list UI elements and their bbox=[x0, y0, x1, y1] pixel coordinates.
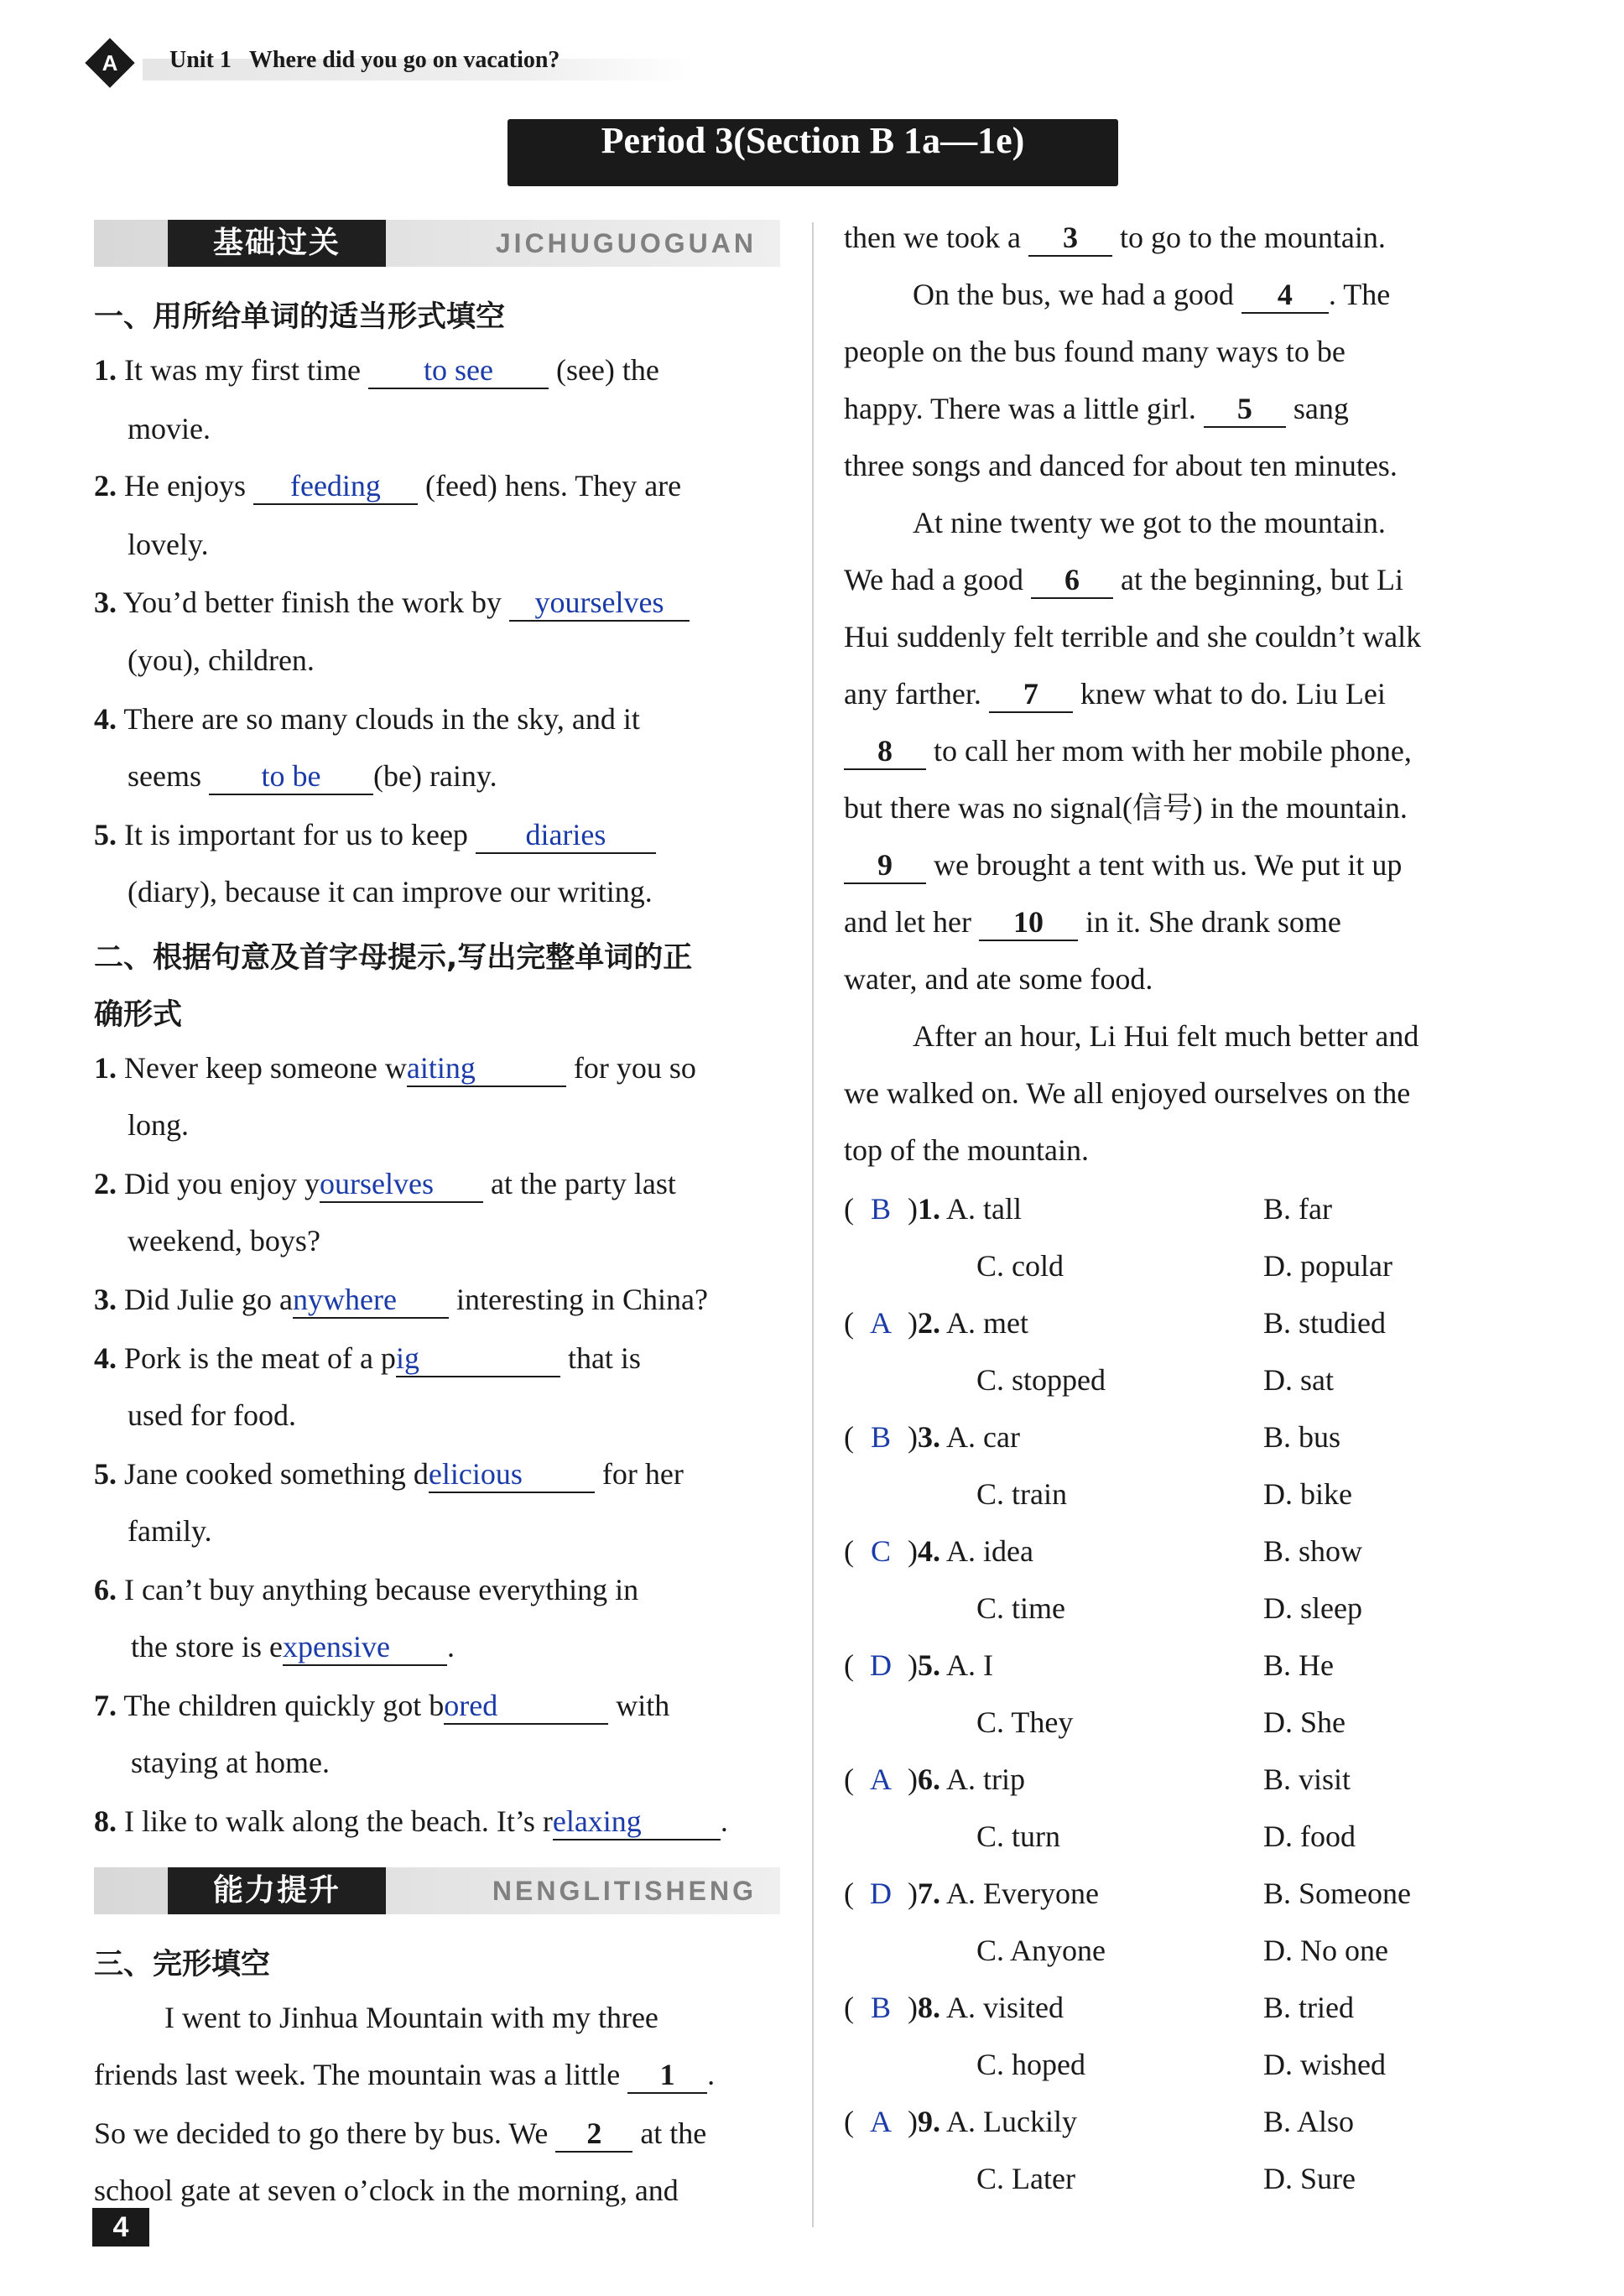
passage-line-2: friends last week. The mountain was a little 1 . bbox=[94, 2057, 715, 2094]
answer: ourselves bbox=[319, 1167, 434, 1200]
answer: elicious bbox=[428, 1457, 523, 1491]
question-number: 4. bbox=[918, 1534, 940, 1568]
option-d: D. sleep bbox=[1263, 1591, 1362, 1625]
question-row: ( A )9. A. Luckily bbox=[844, 2105, 1077, 2138]
p1-item-1: 1. It was my first time to see (see) the bbox=[94, 352, 659, 389]
option-c: C. They bbox=[976, 1705, 1074, 1739]
option-d: D. No one bbox=[1263, 1934, 1388, 1967]
option-c: C. Later bbox=[976, 2162, 1075, 2195]
option-a: A. Luckily bbox=[946, 2105, 1077, 2138]
period-title: Period 3(Section B 1a—1e) bbox=[508, 119, 1118, 186]
question-number: 3. bbox=[918, 1420, 940, 1454]
passage-line-14: 8 to call her mom with her mobile phone, bbox=[844, 733, 1412, 770]
answer: to be bbox=[261, 759, 321, 793]
passage-line-4: school gate at seven o’clock in the morning, and bbox=[94, 2174, 679, 2207]
p1-item-5: 5. It is important for us to keep diaries bbox=[94, 817, 656, 854]
question-number: 7. bbox=[918, 1877, 940, 1910]
question-answer: C bbox=[870, 1534, 891, 1568]
answer: xpensive bbox=[282, 1630, 390, 1663]
option-c: C. stopped bbox=[976, 1363, 1106, 1397]
option-d: D. wished bbox=[1263, 2048, 1386, 2081]
passage-line-9: three songs and danced for about ten minutes. bbox=[844, 449, 1398, 482]
option-c: C. hoped bbox=[976, 2048, 1085, 2081]
option-d: D. She bbox=[1263, 1705, 1346, 1739]
question-answer: D bbox=[870, 1877, 892, 1910]
option-c: C. turn bbox=[976, 1820, 1061, 1853]
p1-item-5-cont: (diary), because it can improve our writing. bbox=[128, 875, 653, 909]
passage-line-20: we walked on. We all enjoyed ourselves on the bbox=[844, 1076, 1411, 1110]
p1-item-3-cont: (you), children. bbox=[128, 643, 315, 677]
p2-item-1: 1. Never keep someone waiting for you so bbox=[94, 1050, 696, 1087]
p2-item-2: 2. Did you enjoy yourselves at the party last bbox=[94, 1166, 676, 1203]
option-a: A. visited bbox=[946, 1991, 1064, 2024]
passage-line-18: water, and ate some food. bbox=[844, 962, 1153, 996]
p2-item-4-cont: used for food. bbox=[128, 1398, 296, 1432]
question-row: ( A )2. A. met bbox=[844, 1306, 1028, 1340]
option-b: B. tried bbox=[1263, 1991, 1354, 2024]
unit-title: Unit 1 Where did you go on vacation? bbox=[169, 47, 560, 73]
option-c: C. train bbox=[976, 1477, 1067, 1511]
column-divider bbox=[812, 222, 814, 2227]
passage-line-7: people on the bus found many ways to be bbox=[844, 335, 1346, 368]
answer: to see bbox=[423, 353, 493, 387]
question-row: ( B )3. A. car bbox=[844, 1420, 1020, 1454]
p1-item-1-cont: movie. bbox=[128, 412, 211, 445]
answer: nywhere bbox=[292, 1283, 397, 1316]
option-a: A. idea bbox=[946, 1534, 1033, 1568]
passage-line-19: After an hour, Li Hui felt much better and bbox=[913, 1019, 1419, 1053]
option-b: B. studied bbox=[1263, 1306, 1387, 1340]
question-number: 9. bbox=[918, 2105, 940, 2138]
question-row: ( D )7. A. Everyone bbox=[844, 1877, 1099, 1910]
question-number: 2. bbox=[918, 1306, 940, 1340]
passage-line-5: then we took a 3 to go to the mountain. bbox=[844, 220, 1386, 257]
option-b: B. Someone bbox=[1263, 1877, 1411, 1910]
question-answer: B bbox=[870, 1991, 891, 2024]
p2-item-7-cont: staying at home. bbox=[131, 1746, 330, 1779]
answer: feeding bbox=[289, 469, 381, 502]
option-d: D. Sure bbox=[1263, 2162, 1356, 2195]
p2-item-4: 4. Pork is the meat of a pig that is bbox=[94, 1341, 641, 1377]
option-d: D. sat bbox=[1263, 1363, 1334, 1397]
p2-item-5: 5. Jane cooked something delicious for her bbox=[94, 1456, 684, 1493]
p2-item-3: 3. Did Julie go anywhere interesting in China? bbox=[94, 1282, 708, 1319]
passage-line-15: but there was no signal(信号) in the mountain. bbox=[844, 791, 1408, 825]
option-a: A. Everyone bbox=[946, 1877, 1099, 1910]
option-a: A. car bbox=[946, 1420, 1020, 1454]
answer: elaxing bbox=[552, 1804, 642, 1838]
option-b: B. show bbox=[1263, 1534, 1363, 1568]
answer: aiting bbox=[406, 1051, 476, 1085]
question-number: 8. bbox=[918, 1991, 940, 2024]
option-d: D. popular bbox=[1263, 1249, 1392, 1283]
question-number: 6. bbox=[918, 1762, 940, 1796]
question-answer: D bbox=[870, 1648, 892, 1682]
p1-item-2-cont: lovely. bbox=[128, 528, 209, 561]
passage-line-16: 9 we brought a tent with us. We put it up bbox=[844, 847, 1402, 884]
option-b: B. He bbox=[1263, 1648, 1334, 1682]
question-answer: A bbox=[870, 1762, 892, 1796]
p1-item-2: 2. He enjoys feeding (feed) hens. They are bbox=[94, 468, 681, 505]
passage-line-6: On the bus, we had a good 4 . The bbox=[913, 277, 1390, 314]
question-answer: B bbox=[870, 1192, 891, 1226]
p2-item-7: 7. The children quickly got bored with bbox=[94, 1688, 669, 1725]
passage-line-12: Hui suddenly felt terrible and she couldn’t walk bbox=[844, 620, 1422, 653]
answer: yourselves bbox=[534, 586, 664, 619]
p2-item-1-cont: long. bbox=[128, 1108, 190, 1142]
passage-line-13: any farther. 7 knew what to do. Liu Lei bbox=[844, 676, 1386, 713]
option-b: B. Also bbox=[1263, 2105, 1355, 2138]
option-c: C. cold bbox=[976, 1249, 1064, 1283]
p2-item-6-cont: the store is expensive . bbox=[131, 1629, 455, 1666]
p1-item-4-cont: seems to be (be) rainy. bbox=[128, 758, 497, 795]
option-c: C. Anyone bbox=[976, 1934, 1106, 1967]
p2-item-6: 6. I can’t buy anything because everything in bbox=[94, 1573, 639, 1606]
option-b: B. far bbox=[1263, 1192, 1332, 1226]
p1-item-4: 4. There are so many clouds in the sky, and it bbox=[94, 702, 640, 736]
option-b: B. bus bbox=[1263, 1420, 1341, 1454]
section-advanced bbox=[94, 1867, 780, 1914]
p2-item-2-cont: weekend, boys? bbox=[128, 1224, 320, 1257]
question-answer: B bbox=[870, 1420, 891, 1454]
p2-item-5-cont: family. bbox=[128, 1514, 212, 1548]
option-d: D. bike bbox=[1263, 1477, 1352, 1511]
section-basic-pinyin: JICHUGUOGUAN bbox=[495, 228, 757, 258]
unit-badge: A bbox=[85, 38, 134, 87]
passage-line-8: happy. There was a little girl. 5 sang bbox=[844, 391, 1349, 428]
question-row: ( C )4. A. idea bbox=[844, 1534, 1033, 1568]
question-answer: A bbox=[870, 2105, 892, 2138]
passage-line-17: and let her 10 in it. She drank some bbox=[844, 904, 1341, 941]
page-number: 4 bbox=[92, 2208, 149, 2247]
passage-line-21: top of the mountain. bbox=[844, 1133, 1089, 1167]
question-number: 1. bbox=[918, 1192, 940, 1226]
passage-line-1: I went to Jinhua Mountain with my three bbox=[164, 2001, 658, 2034]
passage-line-11: We had a good 6 at the beginning, but Li bbox=[844, 562, 1403, 599]
p1-item-3: 3. You’d better finish the work by yourselves bbox=[94, 585, 690, 622]
option-c: C. time bbox=[976, 1591, 1065, 1625]
option-a: A. I bbox=[946, 1648, 994, 1682]
unit-header bbox=[92, 42, 663, 84]
passage-line-3: So we decided to go there by bus. We 2 at the bbox=[94, 2116, 706, 2153]
option-a: A. met bbox=[946, 1306, 1028, 1340]
question-answer: A bbox=[870, 1306, 892, 1340]
answer: ored bbox=[444, 1689, 498, 1722]
part2-heading-2: 确形式 bbox=[94, 998, 183, 1032]
section-basic-tag: 基础过关 bbox=[168, 220, 386, 267]
p2-item-8: 8. I like to walk along the beach. It’s relaxing . bbox=[94, 1804, 728, 1840]
section-advanced-tag: 能力提升 bbox=[168, 1867, 386, 1914]
option-a: A. tall bbox=[946, 1192, 1022, 1226]
passage-line-10: At nine twenty we got to the mountain. bbox=[913, 506, 1386, 539]
part3-heading: 三、完形填空 bbox=[94, 1948, 271, 1981]
answer: ig bbox=[395, 1341, 419, 1375]
section-basic bbox=[94, 220, 780, 267]
question-row: ( B )8. A. visited bbox=[844, 1991, 1064, 2024]
question-row: ( B )1. A. tall bbox=[844, 1192, 1022, 1226]
answer: diaries bbox=[525, 818, 606, 851]
question-row: ( D )5. A. I bbox=[844, 1648, 994, 1682]
part1-heading: 一、用所给单词的适当形式填空 bbox=[94, 300, 506, 334]
option-a: A. trip bbox=[946, 1762, 1026, 1796]
option-b: B. visit bbox=[1263, 1762, 1351, 1796]
section-advanced-pinyin: NENGLITISHENG bbox=[492, 1876, 757, 1906]
question-row: ( A )6. A. trip bbox=[844, 1762, 1026, 1796]
part2-heading-1: 二、根据句意及首字母提示,写出完整单词的正 bbox=[94, 941, 693, 975]
option-d: D. food bbox=[1263, 1820, 1356, 1853]
question-number: 5. bbox=[918, 1648, 940, 1682]
